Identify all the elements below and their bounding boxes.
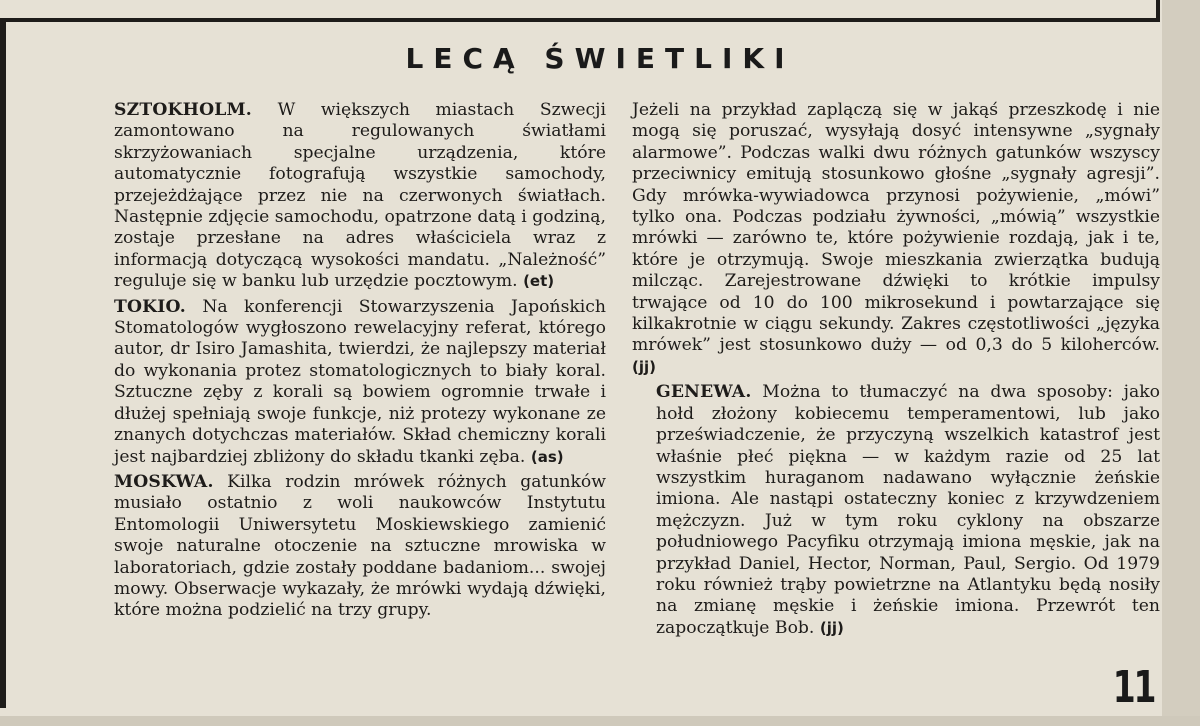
article-sztokholm <box>90 100 606 293</box>
article-paragraph <box>632 100 1160 378</box>
article-body: Jeżeli na przykład zaplączą się w jakąś przeszkodę i nie mogą się poruszać, wysyłają dosyć intensywne „sygnały alarmowe”. Podczas walki dwu różnych gatunków wszyscy przeciwnicy emitują stosunkowo głośne „sygnały agresji”. Gdy mrówka-wywiadowca przynosi pożywienie, „mówi” tylko ona. Podczas podziału żywności, „mówią” wszystkie mrówki — zarówno te, które pożywienie rozdają, jak i te, które je otrzymują. Swoje mieszkania zwierzątka budują milcząc. Zarejestrowane dźwięki to krótkie impulsy trwające od 10 do 100 mikrosekund i powtarzające się kilkakrotnie w ciągu sekundy. Zakres częstotliwości „języka mrówek” jest stosunkowo duży — od 0,3 do 5 kiloherców. <box>632 100 1160 356</box>
article-genewa <box>632 382 1160 639</box>
article-body: Na konferencji Stowarzyszenia Japońskich Stomatologów wygłoszono rewelacyjny referat, którego autor, dr Isiro Jamashita, twierdzi, że najlepszy materiał do wykonania protez stomatologicznych to biały koral. Sztuczne zęby z korali są bowiem ogromnie trwałe i dłużej spełniają swoje funkcje, niż protezy wykonane ze znanych dotychczas materiałów. Skład chemiczny korali jest najbardziej zbliżony do składu tkanki zęba. <box>114 296 606 467</box>
article-moskwa-continued <box>632 100 1160 378</box>
page-number: 11 <box>1112 662 1154 713</box>
article-paragraph <box>632 382 1160 639</box>
article-byline: (et) <box>523 272 555 291</box>
article-body: Można to tłumaczyć na dwa sposoby: jako hołd złożony kobiecemu temperamentowi, lub jako przeświadczenie, że przyczyną wszelkich katastrof jest właśnie płeć piękna — w każdym razie od 25 lat wszystkim huraganom nadawano wyłącznie żeńskie imiona. Ale nastąpi ostateczny koniec z krzywdzeniem mężczyzn. Już w tym roku cyklony na obszarze południowego Pacyfiku otrzymają imiona męskie, jak na przykład Daniel, Hector, Norman, Paul, Sergio. Od 1979 roku również trąby powietrzne na Atlantyku będą nosiły na zmianę męskie i żeńskie imiona. Przewrót ten zapoczątkuje Bob. <box>656 382 1160 638</box>
article-byline: (jj) <box>819 618 844 637</box>
article-moskwa <box>90 472 606 622</box>
article-dateline: SZTOKHOLM. <box>114 100 252 120</box>
article-dateline: TOKIO. <box>114 296 186 317</box>
article-byline: (jj) <box>632 357 656 376</box>
column-left <box>90 100 606 626</box>
article-body: Kilka rodzin mrówek różnych gatunków musiało ostatnio z woli naukowców Instytutu Entomologii Uniwersytetu Moskiewskiego zamienić swoje naturalne otoczenie na sztuczne mrowiska w laboratoriach, gdzie zostały poddane badaniom... swojej mowy. Obserwacje wykazały, że mrówki wydają dźwięki, które można podzielić na trzy grupy. <box>114 471 606 621</box>
article-body: W większych miastach Szwecji zamontowano na regulowanych światłami skrzyżowaniach specjalne urządzenia, które automatycznie fotografują wszystkie samochody, przejeżdżające przez nie na czerwonych światłach. Następnie zdjęcie samochodu, opatrzone datą i godziną, zostaje przesłane na adres właściciela wraz z informacją dotyczącą wysokości mandatu. „Należność” reguluje się w banku lub urzędzie pocztowym. <box>114 100 606 292</box>
article-dateline: GENEWA. <box>656 382 752 403</box>
page-edge-bottom <box>0 716 1200 726</box>
article-tokio <box>90 297 606 468</box>
article-byline: (as) <box>530 447 564 466</box>
article-paragraph <box>90 297 606 468</box>
page-edge-right <box>1162 0 1200 726</box>
headline: LECĄ ŚWIETLIKI <box>405 42 795 75</box>
article-paragraph <box>90 472 606 622</box>
frame-left-rule <box>0 18 6 708</box>
article-dateline: MOSKWA. <box>114 471 214 492</box>
article-paragraph <box>90 100 606 293</box>
column-right <box>632 100 1160 643</box>
frame-top-rule <box>0 0 1160 22</box>
